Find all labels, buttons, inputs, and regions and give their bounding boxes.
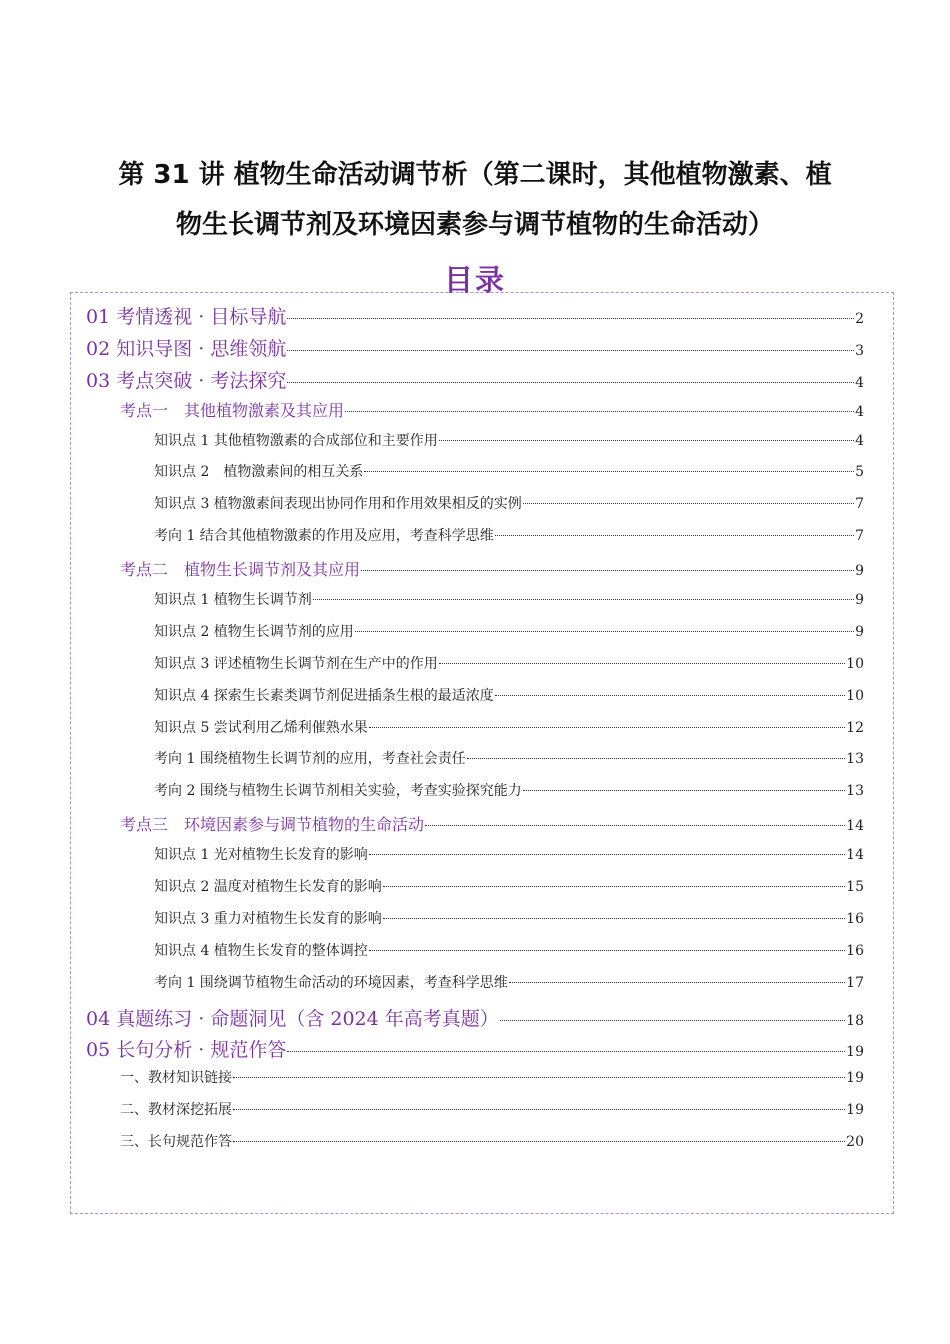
toc-entry[interactable] — [86, 621, 864, 653]
dot-leader — [287, 1051, 845, 1052]
toc-page-number: 20 — [846, 1134, 864, 1151]
dot-leader — [233, 1109, 845, 1110]
dot-leader — [495, 535, 854, 536]
toc-entry-title: 01 考情透视 · 目标导航 — [86, 306, 287, 328]
toc-page-number: 14 — [846, 847, 864, 864]
toc-entry[interactable] — [86, 1131, 864, 1163]
toc-entry[interactable] — [86, 430, 864, 462]
toc-entry[interactable] — [86, 398, 864, 430]
dot-leader — [467, 758, 845, 759]
toc-page-number: 13 — [846, 783, 864, 800]
dot-leader — [509, 982, 845, 983]
toc-page-number: 18 — [846, 1012, 864, 1029]
toc-entry[interactable] — [86, 812, 864, 844]
toc-page-number: 5 — [855, 464, 864, 481]
toc-entry-title: 知识点 3 评述植物生长调节剂在生产中的作用 — [154, 655, 438, 672]
toc-entry-title: 知识点 2 植物生长调节剂的应用 — [154, 623, 354, 640]
toc-page-number: 9 — [855, 623, 864, 640]
document-title — [70, 150, 880, 250]
toc-entry-title: 02 知识导图 · 思维领航 — [86, 337, 287, 360]
dot-leader — [523, 790, 845, 791]
toc-entry[interactable] — [86, 1035, 864, 1067]
toc-entry[interactable] — [86, 844, 864, 876]
toc-entry-title: 知识点 4 植物生长发育的整体调控 — [154, 942, 368, 959]
toc-entry[interactable] — [86, 748, 864, 780]
dot-leader — [439, 440, 854, 441]
toc-entry-title: 知识点 2 温度对植物生长发育的影响 — [154, 879, 382, 896]
dot-leader — [383, 886, 845, 887]
dot-leader — [287, 350, 854, 351]
toc-entry[interactable] — [86, 780, 864, 812]
dot-leader — [369, 950, 845, 951]
toc-page-number: 4 — [855, 432, 864, 449]
toc-entry[interactable] — [86, 334, 864, 366]
toc-entry[interactable] — [86, 1004, 864, 1036]
toc-page-number: 7 — [855, 496, 864, 513]
toc-page-number: 2 — [855, 311, 864, 327]
dot-leader — [425, 825, 845, 826]
toc-entry-title: 考向 1 结合其他植物激素的作用及应用，考查科学思维 — [154, 528, 494, 545]
table-of-contents — [86, 302, 864, 1163]
dot-leader — [369, 727, 845, 728]
dot-leader — [500, 1020, 845, 1021]
dot-leader — [495, 695, 845, 696]
toc-page-number: 19 — [846, 1102, 864, 1119]
toc-page-number: 10 — [846, 687, 864, 704]
toc-entry-title: 三、长句规范作答 — [120, 1134, 232, 1151]
toc-entry-title: 考向 1 围绕调节植物生命活动的环境因素，考查科学思维 — [154, 974, 508, 991]
toc-entry-title: 考点一 其他植物激素及其应用 — [120, 400, 345, 420]
dot-leader — [287, 318, 854, 319]
toc-page-number: 14 — [846, 818, 864, 835]
toc-entry-title: 一、教材知识链接 — [120, 1070, 232, 1087]
toc-page-number: 4 — [855, 403, 864, 420]
toc-entry[interactable] — [86, 461, 864, 493]
toc-entry-title: 知识点 2 植物激素间的相互关系 — [154, 464, 364, 481]
toc-page-number: 15 — [846, 879, 864, 896]
toc-entry-title: 考点二 植物生长调节剂及其应用 — [120, 560, 361, 580]
toc-page-number: 4 — [855, 374, 864, 391]
toc-page-number: 13 — [846, 751, 864, 768]
toc-page-number: 3 — [855, 342, 864, 359]
toc-entry[interactable] — [86, 653, 864, 685]
dot-leader — [523, 503, 854, 504]
dot-leader — [439, 663, 845, 664]
toc-page-number: 9 — [855, 563, 864, 580]
toc-page-number: 19 — [846, 1070, 864, 1087]
toc-entry[interactable] — [86, 493, 864, 525]
toc-entry-title: 考向 2 围绕与植物生长调节剂相关实验，考查实验探究能力 — [154, 783, 522, 800]
toc-entry-title: 考点三 环境因素参与调节植物的生命活动 — [120, 815, 425, 835]
toc-page-number: 7 — [855, 528, 864, 545]
toc-entry[interactable] — [86, 589, 864, 621]
toc-entry-title: 知识点 5 尝试利用乙烯利催熟水果 — [154, 719, 368, 736]
toc-entry-title: 04 真题练习 · 命题洞见（含 2024 年高考真题） — [86, 1007, 499, 1030]
toc-page-number: 12 — [846, 719, 864, 736]
toc-entry-title: 知识点 3 重力对植物生长发育的影响 — [154, 910, 382, 927]
dot-leader — [364, 471, 854, 472]
toc-heading: 目录 — [443, 263, 506, 297]
dot-leader — [355, 631, 854, 632]
toc-entry[interactable] — [86, 717, 864, 749]
toc-page-number: 9 — [855, 592, 864, 609]
toc-page-number: 17 — [846, 974, 864, 991]
toc-entry-title: 二、教材深挖拓展 — [120, 1102, 232, 1119]
toc-entry[interactable] — [86, 1067, 864, 1099]
dot-leader — [369, 854, 845, 855]
toc-entry[interactable] — [86, 302, 864, 334]
toc-entry[interactable] — [86, 525, 864, 557]
toc-page-number: 16 — [846, 910, 864, 927]
dot-leader — [233, 1141, 845, 1142]
dot-leader — [233, 1077, 845, 1078]
dot-leader — [361, 570, 854, 571]
title-line-1: 第 31 讲 植物生命活动调节析（第二课时，其他植物激素、植 — [118, 160, 832, 190]
toc-entry-title: 知识点 1 光对植物生长发育的影响 — [154, 847, 368, 864]
toc-page-number: 10 — [846, 655, 864, 672]
dot-leader — [287, 382, 854, 383]
title-line-2: 物生长调节剂及环境因素参与调节植物的生命活动） — [175, 210, 774, 240]
dot-leader — [313, 599, 854, 600]
dot-leader — [383, 918, 845, 919]
toc-entry[interactable] — [86, 876, 864, 908]
toc-entry-title: 03 考点突破 · 考法探究 — [86, 369, 287, 392]
toc-entry[interactable] — [86, 972, 864, 1004]
toc-entry-title: 05 长句分析 · 规范作答 — [86, 1039, 287, 1062]
toc-entry[interactable] — [86, 1099, 864, 1131]
toc-entry-title: 知识点 4 探索生长素类调节剂促进插条生根的最适浓度 — [154, 687, 494, 704]
dot-leader — [345, 411, 854, 412]
toc-entry-title: 知识点 1 其他植物激素的合成部位和主要作用 — [154, 432, 438, 449]
toc-page-number: 19 — [846, 1044, 864, 1061]
toc-entry-title: 知识点 1 植物生长调节剂 — [154, 592, 312, 609]
toc-entry[interactable] — [86, 557, 864, 589]
toc-page-number: 16 — [846, 942, 864, 959]
toc-entry[interactable] — [86, 685, 864, 717]
toc-entry[interactable] — [86, 940, 864, 972]
toc-entry-title: 考向 1 围绕植物生长调节剂的应用，考查社会责任 — [154, 751, 466, 768]
toc-entry-title: 知识点 3 植物激素间表现出协同作用和作用效果相反的实例 — [154, 496, 522, 513]
toc-entry[interactable] — [86, 908, 864, 940]
toc-entry[interactable] — [86, 366, 864, 398]
